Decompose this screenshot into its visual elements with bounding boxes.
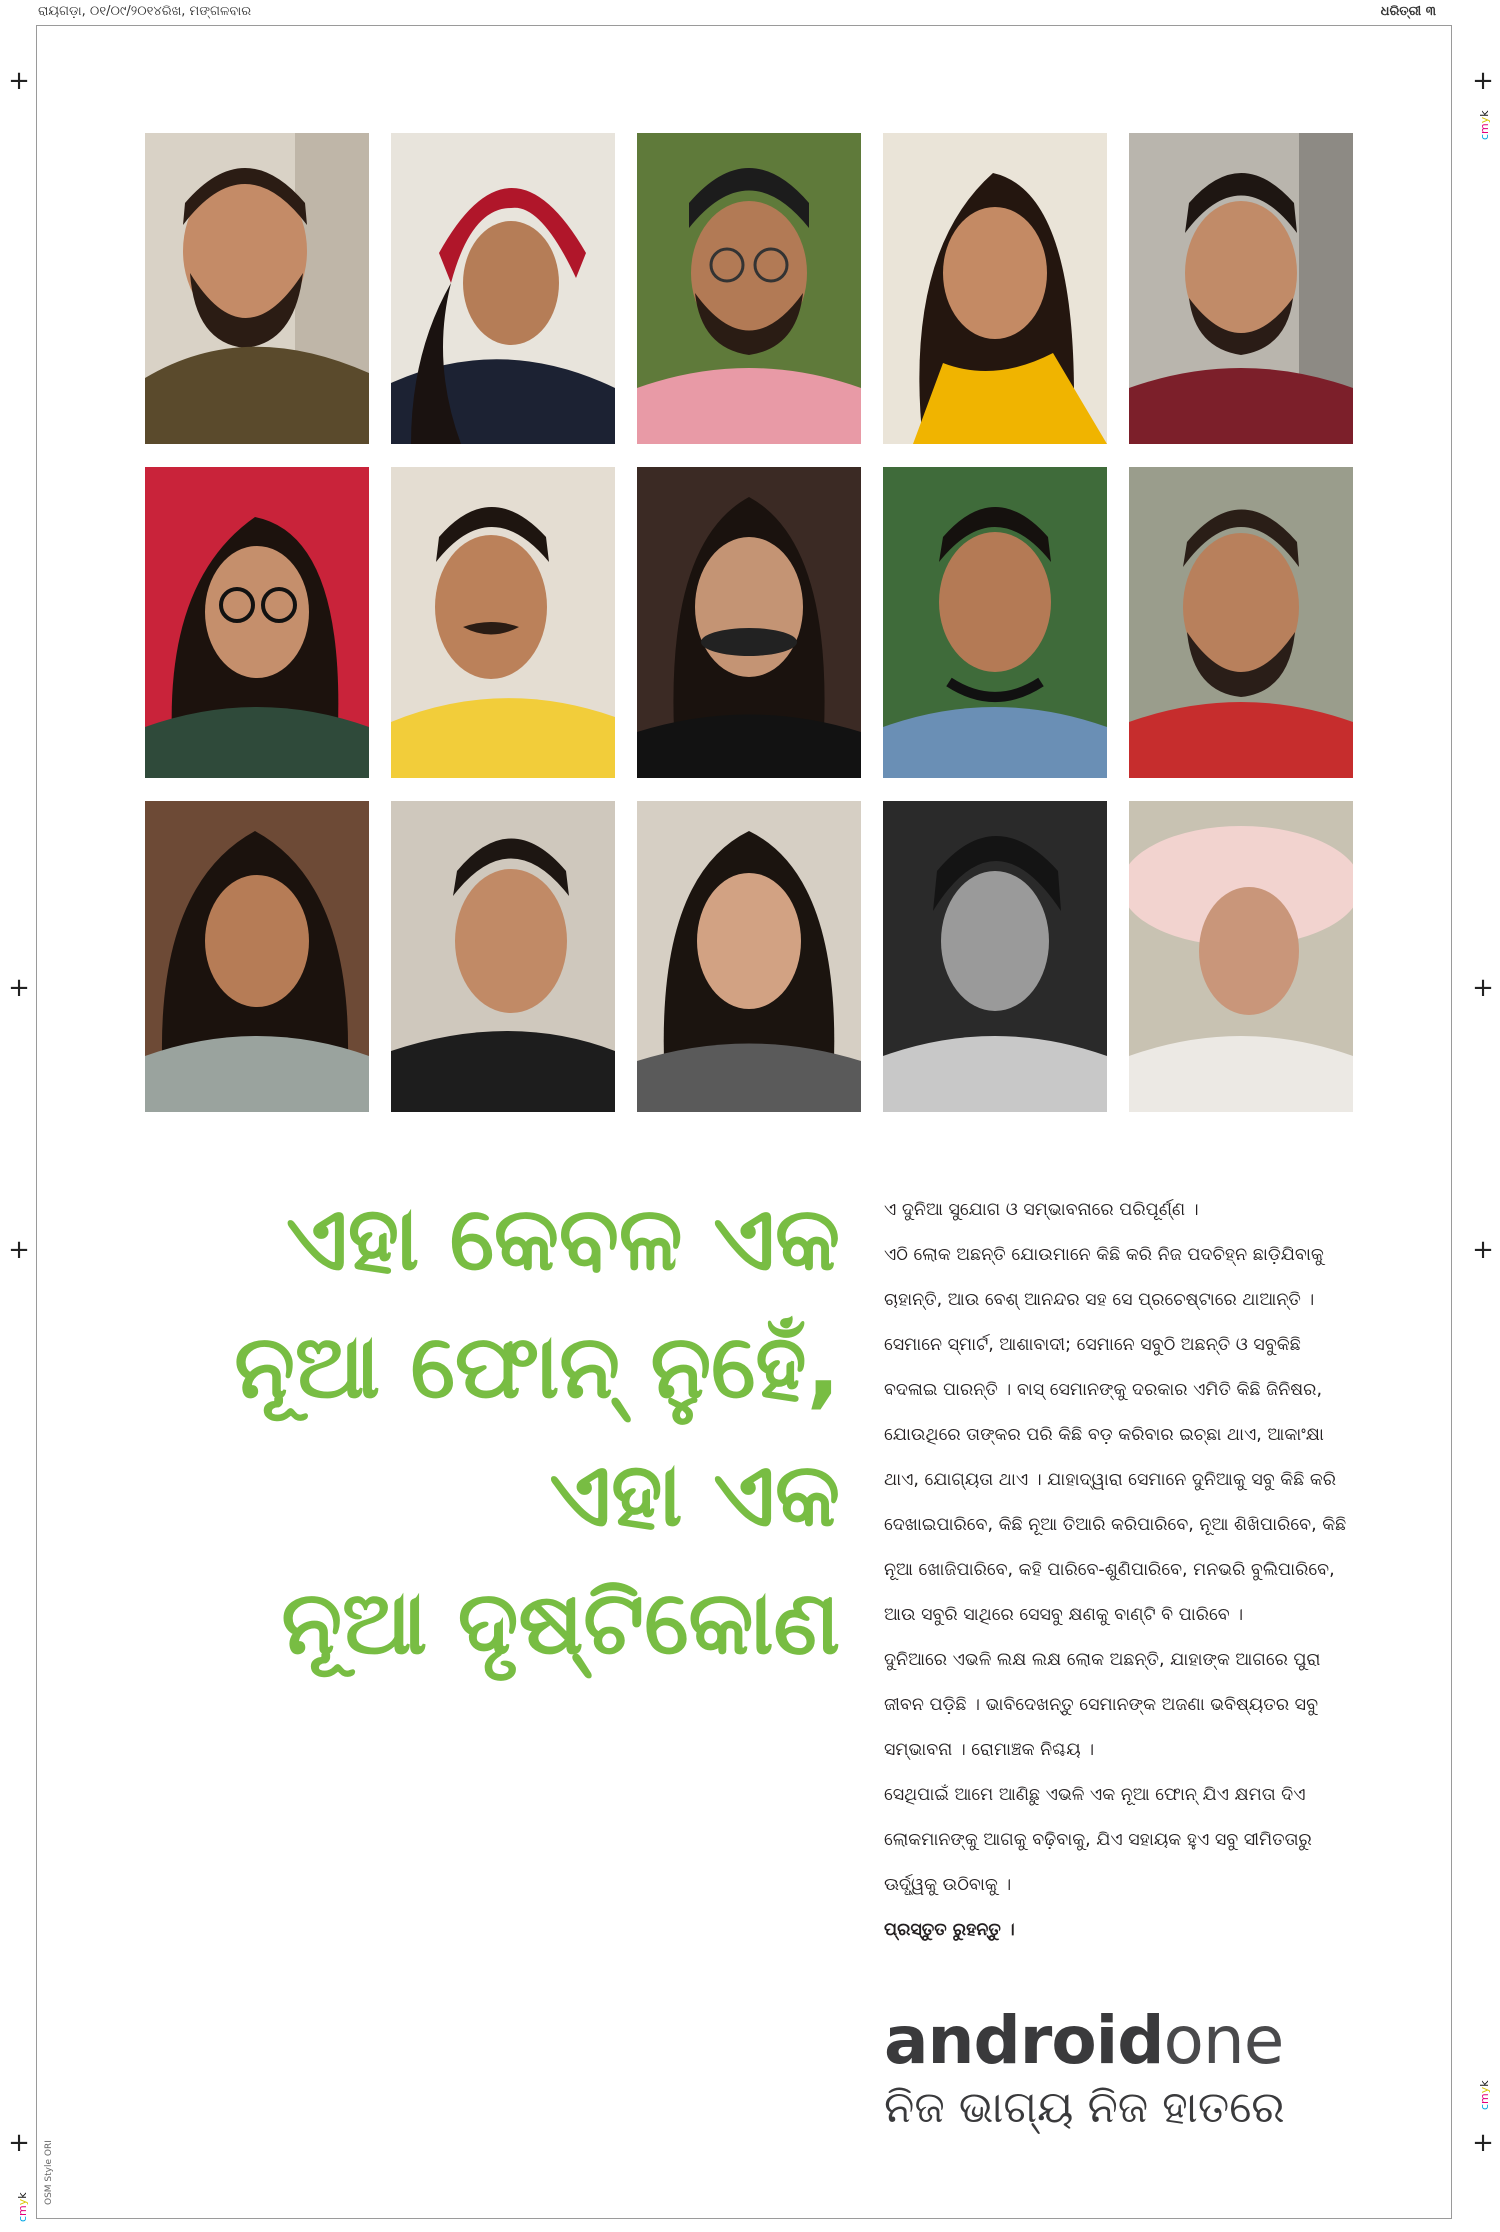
portrait-photo xyxy=(391,801,615,1112)
body-paragraph: ଏ ଦୁନିଆ ସୁଯୋଗ ଓ ସମ୍ଭାବନାରେ ପରିପୂର୍ଣ୍ଣ । xyxy=(884,1200,1199,1220)
body-copy xyxy=(884,1188,1354,1953)
portrait-photo xyxy=(391,467,615,778)
portrait-photo xyxy=(1129,801,1353,1112)
print-imprint: OSM Style ORI xyxy=(44,2140,54,2205)
cmyk-color-bar-top: cmyk xyxy=(1478,110,1491,140)
headline-line: ଏହା କେବଳ ଏକ xyxy=(285,1187,840,1290)
portrait-photo xyxy=(883,801,1107,1112)
portrait-photo xyxy=(883,133,1107,444)
headline-line: ନୂଆ ଦୃଷ୍ଟିକୋଣ xyxy=(281,1571,840,1674)
crop-mark-left-upper: + xyxy=(8,1235,30,1265)
brand-tagline: ନିଜ ଭାଗ୍ୟ ନିଜ ହାତରେ xyxy=(884,2082,1285,2133)
crop-mark-left-mid: + xyxy=(8,973,30,1003)
newspaper-dateline: ରାୟଗଡ଼ା, ୦୧/୦୯/୨୦୧୪ରିଖ, ମଙ୍ଗଳବାର xyxy=(38,4,252,19)
cmyk-color-bar-bottom: cmyk xyxy=(1478,2080,1491,2110)
portrait-photo xyxy=(1129,133,1353,444)
portrait-photo xyxy=(637,133,861,444)
logo-word-one: one xyxy=(1163,2002,1284,2079)
portrait-photo xyxy=(883,467,1107,778)
headline-line: ଏହା ଏକ xyxy=(549,1443,840,1546)
crop-mark-left-bottom: + xyxy=(8,2128,30,2158)
android-one-logo xyxy=(884,2002,1354,2079)
body-closing-line: ପ୍ରସ୍ତୁତ ରୁହନ୍ତୁ । xyxy=(884,1920,1015,1940)
body-paragraph: ସେଥିପାଇଁ ଆମେ ଆଣିଛୁ ଏଭଳି ଏକ ନୂଆ ଫୋନ୍ ଯିଏ କ୍ଷମତା ଦିଏ ଲୋକମାନଙ୍କୁ ଆଗକୁ ବଢ଼ିବାକୁ, ଯିଏ ସହାୟକ ହୁଏ ସବୁ ସୀମିତତାରୁ ଊର୍ଦ୍ଧ୍ୱକୁ ଉଠିବାକୁ । xyxy=(884,1785,1312,1895)
brand-block xyxy=(884,2002,1354,2137)
crop-mark-left-top: + xyxy=(8,66,30,96)
newspaper-page-number: ଧରିତ୍ରୀ ୩ xyxy=(1380,4,1436,19)
portrait-photo xyxy=(637,801,861,1112)
logo-word-android: android xyxy=(884,2002,1164,2079)
headline-line: ନୂଆ ଫୋନ୍ ନୁହେଁ, xyxy=(234,1315,840,1418)
portrait-photo xyxy=(391,133,615,444)
portrait-photo xyxy=(145,801,369,1112)
portrait-photo xyxy=(1129,467,1353,778)
portrait-photo xyxy=(145,133,369,444)
portrait-grid xyxy=(145,133,1352,1113)
body-paragraph: ଦୁନିଆରେ ଏଭଳି ଲକ୍ଷ ଲକ୍ଷ ଲୋକ ଅଛନ୍ତି, ଯାହାଙ୍କ ଆଗରେ ପୁରା ଜୀବନ ପଡ଼ିଛି । ଭାବିଦେଖନ୍ତୁ ସେମାନଙ୍କ ଅଜଣା ଭବିଷ୍ୟତର ସବୁ ସମ୍ଭାବନା । ରୋମାଞ୍ଚକ ନିଶ୍ଚୟ । xyxy=(884,1650,1321,1760)
cmyk-color-bar-left: cmyk xyxy=(16,2192,29,2222)
crop-mark-right-bottom: + xyxy=(1472,2128,1494,2158)
crop-mark-right-upper: + xyxy=(1472,1235,1494,1265)
portrait-photo xyxy=(637,467,861,778)
portrait-photo xyxy=(145,467,369,778)
body-paragraph: ଏଠି ଲୋକ ଅଛନ୍ତି ଯୋଉମାନେ କିଛି କରି ନିଜ ପଦଚିହ୍ନ ଛାଡ଼ିଯିବାକୁ ଚାହାନ୍ତି, ଆଉ ବେଶ୍ ଆନନ୍ଦର ସହ ସେ ପ୍ରଚେଷ୍ଟାରେ ଥାଆନ୍ତି । ସେମାନେ ସ୍ମାର୍ଟ, ଆଶାବାଦୀ; ସେମାନେ ସବୁଠି ଅଛନ୍ତି ଓ ସବୁକିଛି ବଦଳାଇ ପାରନ୍ତି । ବାସ୍ ସେମାନଙ୍କୁ ଦରକାର ଏମିତି କିଛି ଜିନିଷର, ଯୋଉଥିରେ ତାଙ୍କର ପରି କିଛି ବଡ଼ କରିବାର ଇଚ୍ଛା ଥାଏ, ଆକାଂକ୍ଷା ଥାଏ, ଯୋଗ୍ୟତା ଥାଏ । ଯାହାଦ୍ୱାରା ସେମାନେ ଦୁନିଆକୁ ସବୁ କିଛି କରି ଦେଖାଇପାରିବେ, କିଛି ନୂଆ ତିଆରି କରିପାରିବେ, ନୂଆ ଶିଖିପାରିବେ, କିଛି ନୂଆ ଖୋଜିପାରିବେ, କହି ପାରିବେ-ଶୁଣିପାରିବେ, ମନଭରି ବୁଲିପାରିବେ, ଆଉ ସବୁରି ସାଥିରେ ସେସବୁ କ୍ଷଣକୁ ବାଣ୍ଟି ବି ପାରିବେ । xyxy=(884,1245,1347,1625)
crop-mark-right-top: + xyxy=(1472,66,1494,96)
headline xyxy=(130,1175,840,1687)
crop-mark-right-mid: + xyxy=(1472,973,1494,1003)
